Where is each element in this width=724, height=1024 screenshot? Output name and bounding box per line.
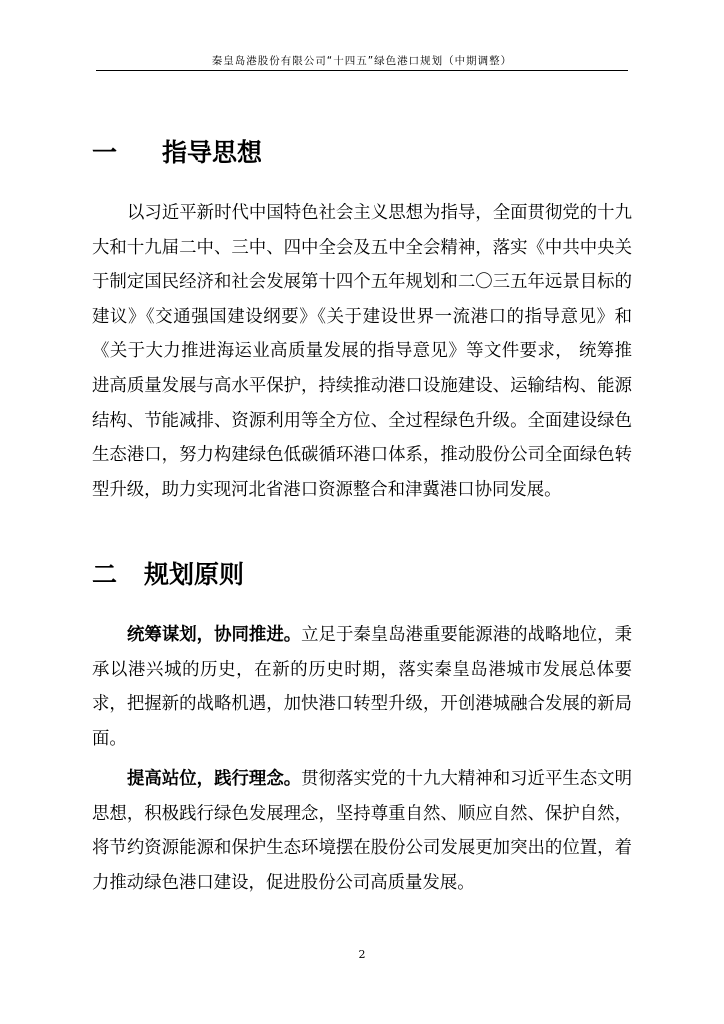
section-number: 一 (92, 138, 118, 167)
paragraph-text: 立足于秦皇岛港重要能源港的战略地位，秉承以港兴城的历史，在新的历史时期，落实秦皇岛港城市发展总体要求，把握新的战略机遇，加快港口转型升级，开创港城融合发展的新局面。 (92, 625, 632, 749)
running-header: 秦皇岛港股份有限公司“十四五”绿色港口规划（中期调整） (211, 55, 513, 67)
header-rule (96, 70, 628, 71)
section-heading-2 (92, 560, 244, 590)
paragraph-text: 贯彻落实党的十九大精神和习近平生态文明思想，积极践行绿色发展理念，坚持尊重自然、顺应自然、保护自然，将节约资源能源和保护生态环境摆在股份公司发展更加突出的位置，着力推动绿色港口建设，促进股份公司高质量发展。 (92, 769, 632, 893)
paragraph-lead: 提高站位，践行理念。 (127, 769, 302, 789)
page-number: 2 (358, 948, 366, 961)
section-title: 指导思想 (162, 138, 263, 167)
paragraph-principle-1 (92, 618, 632, 756)
section-heading-1 (92, 138, 262, 168)
section-number: 二 (92, 560, 118, 589)
paragraph-text: 以习近平新时代中国特色社会主义思想为指导，全面贯彻党的十九大和十九届二中、三中、四中全会及五中全会精神，落实《中共中央关于制定国民经济和社会发展第十四个五年规划和二〇三五年远景目标的建议》《交通强国建设纲要》《关于建设世界一流港口的指导意见》和《关于大力推进海运业高质量发展的指导意见》等文件要求， 统筹推进高质量发展与高水平保护，持续推动港口设施建设、运输结构、能源结构、节能减排、资源利用等全方位、全过程绿色升级。全面建设绿色生态港口，努力构建绿色低碳循环港口体系，推动股份公司全面绿色转型升级，助力实现河北省港口资源整合和津冀港口协同发展。 (92, 203, 632, 500)
section-title: 规划原则 (144, 560, 245, 589)
paragraph-guiding-thought (92, 196, 632, 507)
paragraph-lead: 统筹谋划，协同推进。 (127, 625, 302, 645)
paragraph-principle-2 (92, 762, 632, 900)
